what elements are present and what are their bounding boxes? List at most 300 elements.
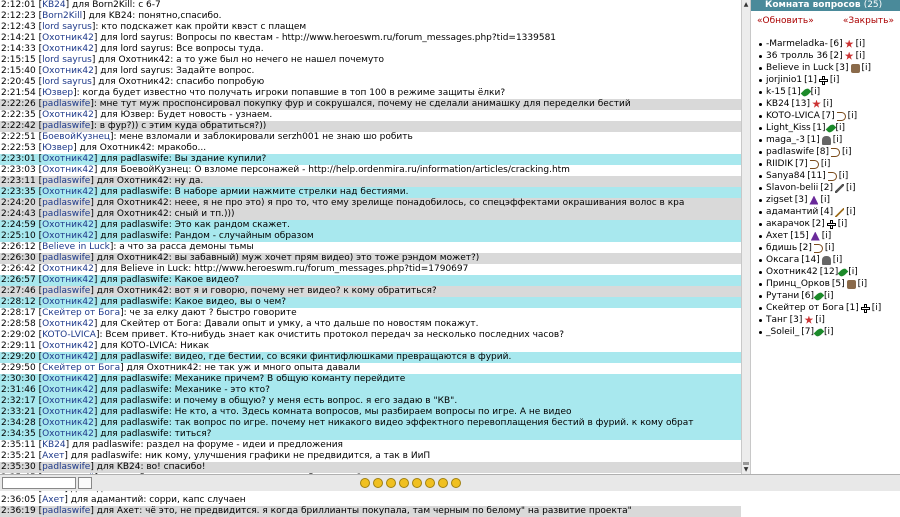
user-info-link[interactable]: [i] [871, 303, 882, 313]
message-text: ] для KOTO-LVICA: Никак [93, 341, 210, 351]
user-info-link[interactable]: [i] [837, 219, 848, 229]
cross-icon [827, 220, 836, 229]
message-text: [ [38, 143, 43, 153]
chat-message [0, 374, 741, 385]
scroll-down-icon[interactable]: ▼ [743, 466, 749, 473]
user-info-link[interactable]: [i] [815, 315, 825, 325]
user-level: [4] [820, 207, 834, 217]
star-icon [845, 52, 854, 61]
user-level: [14] [801, 255, 820, 265]
message-time: 2:29:20 [1, 352, 36, 362]
bullet-icon [759, 151, 762, 154]
chat-message [0, 11, 741, 22]
message-text: [ [38, 0, 43, 10]
message-text: ] для padlaswife: видео, где бестии, со всяки финтифлюшками превращаются в фурий. [93, 352, 512, 362]
message-time: 2:22:51 [1, 132, 36, 142]
message-author[interactable]: Ахет [42, 451, 65, 461]
message-text: ] для Охотник42: неее, я не про это) я про то, что ему зрелище понадобилось, со спецэффектами окрашивания волос в кра [90, 198, 685, 208]
message-author[interactable]: padlaswife [42, 99, 91, 109]
message-text: [ [38, 352, 43, 362]
user-list-item [751, 302, 900, 314]
bullet-icon [759, 283, 762, 286]
user-info-link[interactable]: [i] [824, 291, 834, 301]
message-time: 2:35:11 [1, 440, 36, 450]
chat-message [0, 429, 741, 440]
message-time: 2:20:45 [1, 77, 36, 87]
message-time: 2:23:35 [1, 187, 36, 197]
message-text: ] для padlaswife: ник кому, улучшения графики не предвидится, а так в ИиП [64, 451, 431, 461]
bow-icon [837, 112, 846, 121]
cross-icon [819, 76, 828, 85]
message-author[interactable]: Охотник42 [42, 110, 94, 120]
message-time: 2:35:30 [1, 462, 36, 472]
message-author[interactable]: padlaswife [42, 209, 91, 219]
bullet-icon [759, 199, 762, 202]
user-list-item [751, 170, 900, 182]
message-author[interactable]: Охотник42 [42, 418, 94, 428]
message-text: ] для padlaswife: Какое видео? [93, 275, 240, 285]
user-level: [13] [791, 99, 811, 109]
smiley-icon[interactable] [399, 478, 409, 488]
chat-scrollbar[interactable] [741, 0, 751, 474]
user-list [751, 29, 900, 338]
message-author[interactable]: Охотник42 [42, 66, 94, 76]
user-info-link[interactable]: [i] [821, 231, 832, 241]
bullet-icon [759, 115, 762, 118]
message-time: 2:35:21 [1, 451, 36, 461]
message-text: ]: в фур?)) с этим куда обратиться?)) [90, 121, 267, 131]
message-author[interactable]: Охотник42 [42, 297, 94, 307]
smiley-icon[interactable] [373, 478, 383, 488]
message-author[interactable]: Охотник42 [42, 187, 94, 197]
chat-message [0, 154, 741, 165]
message-text: ] для padlaswife: раздел на форуме - идеи и предложения [65, 440, 343, 450]
chat-message [0, 187, 741, 198]
message-time: 2:21:54 [1, 88, 36, 98]
message-author[interactable]: Охотник42 [42, 429, 94, 439]
chat-message [0, 286, 741, 297]
message-author[interactable]: Охотник42 [42, 407, 94, 417]
bullet-icon [759, 139, 762, 142]
user-info-link[interactable]: [i] [846, 207, 856, 217]
message-text: [ [38, 308, 43, 318]
user-info-link[interactable]: [i] [855, 51, 866, 61]
user-name[interactable]: Скейтер от Бога [766, 303, 844, 313]
user-name[interactable]: Believe in Luck [766, 63, 834, 73]
message-text: [ [38, 22, 43, 32]
user-name[interactable]: 36 тролль 36 [766, 51, 828, 61]
chat-message [0, 418, 741, 429]
user-level: [1] [846, 303, 859, 313]
user-name[interactable]: адамантий [766, 207, 819, 217]
user-level: [2] [829, 51, 843, 61]
user-level: [12] [819, 267, 839, 277]
user-info-link[interactable]: [i] [824, 327, 834, 337]
message-author[interactable]: Охотник42 [42, 341, 94, 351]
user-level: [3] [794, 195, 808, 205]
message-author[interactable]: padlaswife [42, 253, 91, 263]
message-author[interactable]: Охотник42 [42, 352, 94, 362]
message-text: [ [38, 297, 43, 307]
bullet-icon [759, 319, 762, 322]
message-author[interactable]: Юзвер [42, 143, 74, 153]
message-time: 2:23:03 [1, 165, 36, 175]
user-info-link[interactable]: [i] [820, 159, 831, 169]
message-author[interactable]: Охотник42 [42, 231, 94, 241]
message-input[interactable] [2, 477, 76, 489]
bow-icon [810, 160, 819, 169]
user-info-link[interactable]: [i] [841, 147, 852, 157]
user-name[interactable]: акарачок [766, 219, 810, 229]
user-info-link[interactable]: [i] [835, 123, 846, 133]
user-list-item [751, 218, 900, 230]
send-icon[interactable] [78, 477, 92, 489]
room-links [751, 11, 900, 29]
user-info-link[interactable]: [i] [855, 39, 866, 49]
bullet-icon [759, 187, 762, 190]
message-text: ] для Юзвер: Будет новость - узнаем. [93, 110, 273, 120]
chat-message [0, 242, 741, 253]
message-text: ] для lord sayrus: Вопросы по квестам - http://www.heroeswm.ru/forum_messages.php?tid=1339581 [93, 33, 557, 43]
chat-message [0, 330, 741, 341]
message-text: [ [38, 242, 43, 252]
chat-message [0, 176, 741, 187]
message-text: ] для padlaswife: Какое видео, вы о чем? [93, 297, 287, 307]
chat-message [0, 132, 741, 143]
user-list-item [751, 98, 900, 110]
chat-message [0, 33, 741, 44]
user-name[interactable]: zigset [766, 195, 793, 205]
user-list-item [751, 290, 900, 302]
hat-icon [809, 196, 818, 205]
user-list-item [751, 38, 900, 50]
message-author[interactable]: KB24 [42, 440, 66, 450]
message-text: [ [38, 33, 43, 43]
star-icon [804, 316, 813, 325]
user-level: [11] [807, 171, 826, 181]
message-author[interactable]: padlaswife [42, 286, 91, 296]
user-level: [3] [789, 315, 803, 325]
message-author[interactable]: Охотник42 [42, 154, 94, 164]
user-info-link[interactable]: [i] [829, 75, 840, 85]
message-text: [ [38, 506, 43, 516]
leaf-icon [814, 291, 825, 302]
close-link[interactable]: «Закрыть» [842, 16, 894, 26]
message-text: ] для Believe in Luck: http://www.heroeswm.ru/forum_messages.php?tid=1790697 [93, 264, 469, 274]
message-text: ] для padlaswife: Это как рандом скажет. [93, 220, 290, 230]
message-text: ] для padlaswife: титься? [93, 429, 212, 439]
message-author[interactable]: Охотник42 [42, 264, 94, 274]
chat-message [0, 88, 741, 99]
message-author[interactable]: Охотник42 [42, 165, 94, 175]
message-text: ] для Охотник42: а то уже был но нечего не нашел почемуто [91, 55, 385, 65]
message-author[interactable]: Ахет [42, 495, 65, 505]
chat-message [0, 253, 741, 264]
bullet-icon [759, 331, 762, 334]
chat-message [0, 385, 741, 396]
user-name[interactable]: KB24 [766, 99, 790, 109]
user-level: [1] [806, 135, 820, 145]
message-text: [ [38, 363, 43, 373]
bullet-icon [759, 175, 762, 178]
bullet-icon [759, 259, 762, 262]
smiley-icon[interactable] [451, 478, 461, 488]
message-author[interactable]: padlaswife [42, 198, 91, 208]
chat-message [0, 0, 741, 11]
message-time: 2:34:28 [1, 418, 36, 428]
user-level: [1] [812, 123, 826, 133]
message-text: ] для padlaswife: Механике причем? В общую команту перейдите [93, 374, 406, 384]
message-text: [ [38, 231, 43, 241]
message-time: 2:12:43 [1, 22, 36, 32]
message-author[interactable]: lord sayrus [42, 55, 92, 65]
bullet-icon [759, 247, 762, 250]
chat-message [0, 275, 741, 286]
message-text: ] для padlaswife: Не кто, а что. Здесь комната вопросов, мы разбираем вопросы по игре. А не видео [93, 407, 572, 417]
message-author[interactable]: Believe in Luck [42, 242, 110, 252]
message-text: ] для padlaswife: Вы здание купили? [93, 154, 267, 164]
chat-message [0, 22, 741, 33]
user-name[interactable]: Sanya84 [766, 171, 806, 181]
user-level: [1] [804, 75, 817, 85]
user-list-item [751, 86, 900, 98]
bullet-icon [759, 295, 762, 298]
star-icon [812, 100, 821, 109]
chat-message [0, 220, 741, 231]
user-level: [2] [820, 183, 834, 193]
user-info-link[interactable]: [i] [847, 111, 858, 121]
message-time: 2:24:20 [1, 198, 36, 208]
user-list-item [751, 50, 900, 62]
message-text: [ [38, 330, 43, 340]
user-list-item [751, 182, 900, 194]
bullet-icon [759, 163, 762, 166]
message-author[interactable]: Охотник42 [42, 275, 94, 285]
message-text: [ [38, 198, 43, 208]
refresh-link[interactable]: «Обновить» [757, 16, 814, 26]
message-text: ] для Охотник42: ну да. [90, 176, 204, 186]
user-name[interactable]: Slavon-belii [766, 183, 819, 193]
message-text: [ [38, 264, 43, 274]
message-author[interactable]: Охотник42 [42, 319, 94, 329]
user-info-link[interactable]: [i] [846, 183, 856, 193]
user-info-link[interactable]: [i] [824, 243, 835, 253]
user-list-item [751, 266, 900, 278]
message-time: 2:22:26 [1, 99, 36, 109]
message-time: 2:32:17 [1, 396, 36, 406]
room-user-count: (25) [863, 0, 883, 10]
message-time: 2:15:15 [1, 55, 36, 65]
bullet-icon [759, 211, 762, 214]
message-time: 2:29:02 [1, 330, 36, 340]
user-info-link[interactable]: [i] [832, 255, 843, 265]
sword-icon [835, 184, 844, 193]
message-time: 2:28:12 [1, 297, 36, 307]
chat-message [0, 363, 741, 374]
bow-icon [828, 172, 837, 181]
message-time: 2:30:30 [1, 374, 36, 384]
message-text: ]: мене взломали и заблокировали serzh001 не знаю шо робить [110, 132, 413, 142]
user-name[interactable]: Охотник42 [766, 267, 818, 277]
user-list-item [751, 134, 900, 146]
star-icon [845, 40, 854, 49]
user-list-item [751, 110, 900, 122]
user-name[interactable]: Оксага [766, 255, 800, 265]
message-text: ] для Охотник42: вот я и говорю, почему нет видео? к кому обратиться? [90, 286, 437, 296]
user-name[interactable]: Танг [766, 315, 788, 325]
message-time: 2:24:59 [1, 220, 36, 230]
message-author[interactable]: Охотник42 [42, 44, 94, 54]
message-text: [ [38, 121, 43, 131]
user-name[interactable]: padlaswife [766, 147, 815, 157]
message-author[interactable]: Охотник42 [42, 396, 94, 406]
user-name[interactable]: KOTO-LVICA [766, 111, 820, 121]
chat-message [0, 99, 741, 110]
user-info-link[interactable]: [i] [848, 267, 858, 277]
user-level: [6] [829, 39, 843, 49]
message-text: [ [38, 385, 43, 395]
message-author[interactable]: padlaswife [42, 176, 91, 186]
message-text: ] для padlaswife: Механике - это кто? [93, 385, 270, 395]
user-name[interactable]: -Marmeladka- [766, 39, 828, 49]
message-text: ] для адамантий: сорри, капс случаен [64, 495, 246, 505]
message-time: 2:28:17 [1, 308, 36, 318]
leaf-icon [800, 87, 811, 98]
message-time: 2:26:42 [1, 264, 36, 274]
chat-message [0, 396, 741, 407]
smiley-icon[interactable] [360, 478, 370, 488]
bullet-icon [759, 91, 762, 94]
smiley-icon[interactable] [386, 478, 396, 488]
message-time: 2:24:43 [1, 209, 36, 219]
message-text: [ [38, 374, 43, 384]
message-time: 2:36:19 [1, 506, 36, 516]
message-time: 2:22:42 [1, 121, 36, 131]
message-text: ] для Born2Kill: с 6-7 [65, 0, 161, 10]
chat-message [0, 451, 741, 462]
user-name[interactable]: _Soleil_ [766, 327, 800, 337]
user-name[interactable]: Light_Kiss [766, 123, 811, 133]
message-author[interactable]: Скейтер от Бога [42, 363, 121, 373]
message-author[interactable]: lord sayrus [42, 22, 92, 32]
message-time: 2:12:01 [1, 0, 36, 10]
smiley-icon[interactable] [438, 478, 448, 488]
message-author[interactable]: KOTO-LVICA [42, 330, 96, 340]
bullet-icon [759, 55, 762, 58]
message-text: ]: мне тут муж проспонсировал покупку фур и сокрушался, почему не сделали анимашку для переделки бестий [90, 99, 631, 109]
user-name[interactable]: maga_-3 [766, 135, 805, 145]
message-time: 2:27:46 [1, 286, 36, 296]
message-time: 2:26:30 [1, 253, 36, 263]
message-author[interactable]: Юзвер [42, 88, 74, 98]
message-text: [ [38, 495, 43, 505]
message-author[interactable]: padlaswife [42, 506, 91, 516]
message-author[interactable]: Охотник42 [42, 385, 94, 395]
bullet-icon [759, 127, 762, 130]
chat-message [0, 319, 741, 330]
message-text: [ [38, 187, 43, 197]
user-info-link[interactable]: [i] [823, 99, 833, 109]
user-info-link[interactable]: [i] [810, 87, 821, 97]
helm-icon [822, 136, 831, 145]
bow-icon [814, 244, 823, 253]
wand-icon [835, 208, 844, 217]
message-text: [ [38, 396, 43, 406]
message-text: [ [38, 429, 43, 439]
message-text: ] для Охотник42: сный и тп.))) [90, 209, 235, 219]
user-level: [2] [811, 219, 825, 229]
bottom-bar [0, 474, 900, 491]
user-level: [7] [801, 327, 815, 337]
chat-message [0, 198, 741, 209]
message-author[interactable]: padlaswife [42, 462, 91, 472]
message-text: ] для Охотник42: мракобо... [73, 143, 207, 153]
user-level: [1] [787, 87, 801, 97]
user-name[interactable]: Принц_Орков [766, 279, 830, 289]
user-info-link[interactable]: [i] [861, 63, 872, 73]
user-level: [7] [821, 111, 835, 121]
message-text: ] для Охотник42: вы забавный) муж хочет прям видео) это тоже рэндом может?) [90, 253, 480, 263]
scroll-up-icon[interactable]: ▲ [743, 1, 749, 8]
user-info-link[interactable]: [i] [857, 279, 868, 289]
smiley-icon[interactable] [425, 478, 435, 488]
bullet-icon [759, 79, 762, 82]
message-author[interactable]: БоевойКузнец [42, 132, 111, 142]
user-level: [8] [816, 147, 829, 157]
helm-icon [822, 256, 831, 265]
message-author[interactable]: KB24 [42, 0, 66, 10]
user-info-link[interactable]: [i] [832, 135, 843, 145]
message-text: [ [38, 418, 43, 428]
message-text: ] для lord sayrus: Все вопросы туда. [93, 44, 264, 54]
message-text: ] для Охотник42: не так уж и много опыта давали [120, 363, 361, 373]
user-name[interactable]: k-15 [766, 87, 786, 97]
message-text: [ [38, 253, 43, 263]
message-text: [ [38, 407, 43, 417]
message-text: [ [38, 55, 43, 65]
user-info-link[interactable]: [i] [838, 171, 849, 181]
message-author[interactable]: padlaswife [42, 121, 91, 131]
user-name[interactable]: Ахет [766, 231, 789, 241]
user-list-item [751, 74, 900, 86]
room-title: Комната вопросов [765, 0, 861, 10]
message-author[interactable]: Скейтер от Бога [42, 308, 121, 318]
user-name[interactable]: Рутани [766, 291, 800, 301]
message-author[interactable]: Охотник42 [42, 220, 94, 230]
user-name[interactable]: бдишь [766, 243, 798, 253]
message-author[interactable]: Born2Kill [42, 11, 83, 21]
message-text: [ [38, 220, 43, 230]
user-info-link[interactable]: [i] [820, 195, 830, 205]
message-text: [ [38, 110, 43, 120]
message-text: ]: когда будет известно что получать игроки попавшие в топ 100 в режиме защиты ёлки? [73, 88, 506, 98]
message-author[interactable]: Охотник42 [42, 374, 94, 384]
chat-message [0, 121, 741, 132]
message-text: ] для KB24: понятно,спасибо. [82, 11, 222, 21]
message-text: ] для Скейтер от Бога: Давали опыт и умку, а что дальше по новостям покажут. [93, 319, 479, 329]
message-text: [ [38, 165, 43, 175]
smiley-icon[interactable] [412, 478, 422, 488]
user-list-item [751, 242, 900, 254]
message-text: ] для Ахет: чё это, не предвидится. я когда бриллианты покупала, там черным по белому" на развитие проекта" [90, 506, 632, 516]
message-author[interactable]: lord sayrus [42, 77, 92, 87]
user-name[interactable]: jorjinio1 [766, 75, 803, 85]
user-name[interactable]: RIIDIK [766, 159, 794, 169]
message-author[interactable]: Охотник42 [42, 33, 94, 43]
user-list-item [751, 254, 900, 266]
message-text: ] для padlaswife: В наборе армии нажмите стрелки над бестиями. [93, 187, 409, 197]
message-time: 2:31:46 [1, 385, 36, 395]
